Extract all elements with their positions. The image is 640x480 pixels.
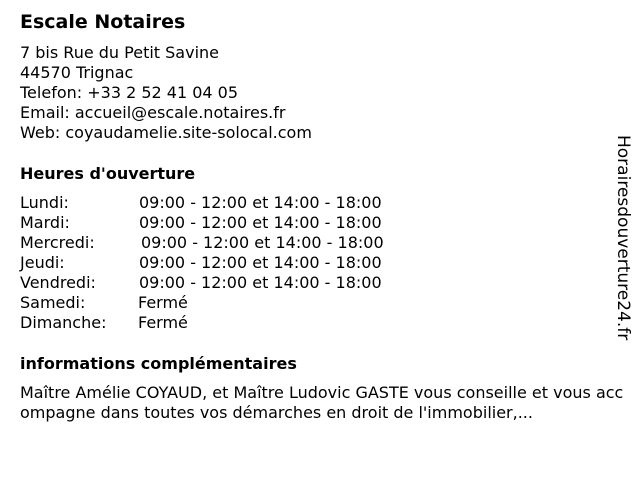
phone-line: Telefon: +33 2 52 41 04 05 [20,83,239,102]
day-hours: 09:00 - 12:00 et 14:00 - 18:00 [139,213,382,232]
day-hours: 09:00 - 12:00 et 14:00 - 18:00 [141,233,384,252]
web-line: Web: coyaudamelie.site-solocal.com [20,123,312,142]
info-heading: informations complémentaires [20,354,297,373]
address-city: 44570 Trignac [20,63,134,82]
day-label: Vendredi: [20,273,96,292]
info-description: Maître Amélie COYAUD, et Maître Ludovic GASTE vous conseille et vous accompagne dans toutes vos démarches en droit de l'immobilier,... [20,383,624,422]
day-label: Mercredi: [20,233,95,252]
day-hours: Fermé [138,293,188,312]
day-label: Dimanche: [20,313,107,332]
day-hours: 09:00 - 12:00 et 14:00 - 18:00 [139,193,382,212]
day-hours: 09:00 - 12:00 et 14:00 - 18:00 [139,273,382,292]
site-watermark: Horairesdouverture24.fr [613,135,633,341]
day-label: Samedi: [20,293,86,312]
day-label: Jeudi: [20,253,65,272]
hours-heading: Heures d'ouverture [20,164,196,183]
day-label: Lundi: [20,193,69,212]
email-line: Email: accueil@escale.notaires.fr [20,103,286,122]
day-hours: Fermé [138,313,188,332]
contact-block [20,43,312,143]
day-hours: 09:00 - 12:00 et 14:00 - 18:00 [139,253,382,272]
address-street: 7 bis Rue du Petit Savine [20,43,219,62]
business-name: Escale Notaires [20,11,186,33]
day-label: Mardi: [20,213,70,232]
